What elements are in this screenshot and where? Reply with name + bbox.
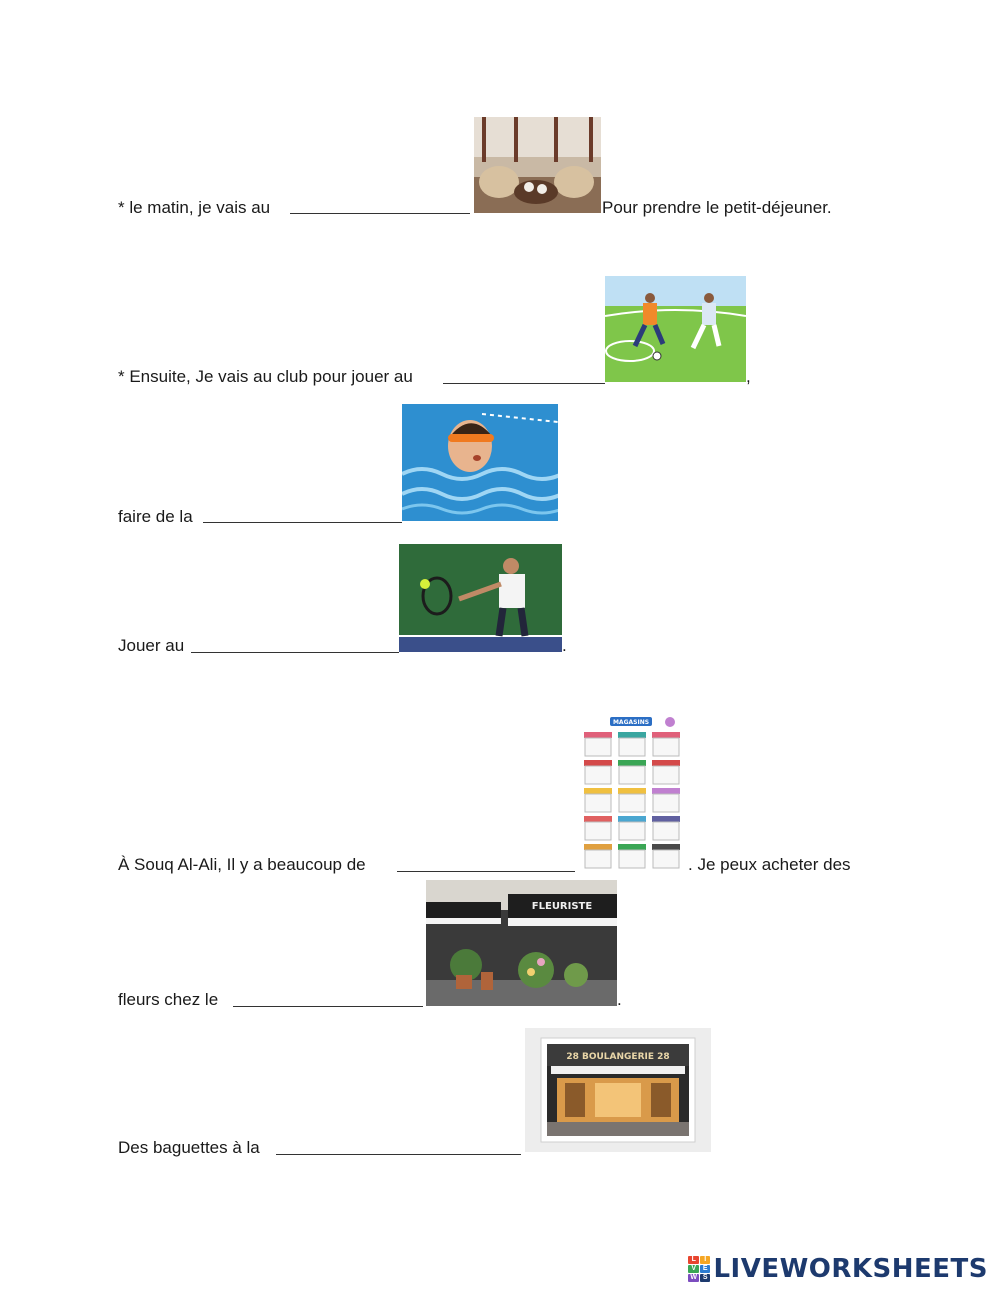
- answer-blank-4[interactable]: [191, 652, 399, 653]
- florist-image: [426, 880, 617, 1006]
- shop-stall-front: [585, 794, 611, 812]
- bakery-image: [525, 1028, 711, 1152]
- sentence-6-end: .: [617, 990, 622, 1009]
- shop-stall-front: [653, 766, 679, 784]
- answer-blank-2[interactable]: [443, 383, 605, 384]
- shop-stall-awning: [652, 732, 680, 738]
- shop-stall-awning: [652, 844, 680, 850]
- sentence-4-start: Jouer au: [118, 636, 185, 655]
- logo-text: LIVEWORKSHEETS: [713, 1254, 988, 1284]
- shop-stall-awning: [652, 788, 680, 794]
- shop-stall-awning: [584, 732, 612, 738]
- sentence-5-end: . Je peux acheter des: [688, 855, 851, 874]
- shop-stall-front: [619, 766, 645, 784]
- shop-stall-front: [653, 850, 679, 868]
- restaurant-image: [474, 117, 601, 213]
- sentence-1-end: Pour prendre le petit-déjeuner.: [602, 198, 832, 217]
- answer-blank-3[interactable]: [203, 522, 402, 523]
- shop-stall-awning: [652, 816, 680, 822]
- shops-title: MAGASINS: [612, 719, 650, 726]
- bakery-sign: 28 BOULANGERIE 28: [566, 1052, 670, 1062]
- shop-stall-awning: [584, 844, 612, 850]
- logo-mark-icon: L I V E W S: [688, 1256, 710, 1282]
- shop-stall-front: [585, 822, 611, 840]
- shop-stall-front: [619, 738, 645, 756]
- shop-stall-awning: [618, 760, 646, 766]
- shop-stall-awning: [618, 732, 646, 738]
- shop-stall-front: [653, 794, 679, 812]
- florist-sign: FLEURISTE: [531, 901, 593, 912]
- swimming-image: [402, 404, 558, 521]
- answer-blank-1[interactable]: [290, 213, 470, 214]
- shop-stall-front: [653, 822, 679, 840]
- shop-stall-front: [653, 738, 679, 756]
- sentence-1-start: * le matin, je vais au: [118, 198, 271, 217]
- shop-stall-front: [585, 766, 611, 784]
- sentence-4-end: .: [562, 636, 567, 655]
- shop-stall-awning: [652, 760, 680, 766]
- shop-stall-awning: [618, 844, 646, 850]
- sentence-5-start: À Souq Al-Ali, Il y a beaucoup de: [118, 855, 366, 874]
- sentence-6-start: fleurs chez le: [118, 990, 219, 1009]
- shop-stall-front: [585, 850, 611, 868]
- shop-stall-awning: [584, 760, 612, 766]
- answer-blank-5[interactable]: [397, 871, 575, 872]
- football-image: [605, 276, 746, 382]
- shop-stall-front: [585, 738, 611, 756]
- sentence-2-end: ,: [746, 367, 751, 386]
- shop-stall-awning: [618, 816, 646, 822]
- shop-stall-awning: [584, 816, 612, 822]
- shop-stall-front: [619, 794, 645, 812]
- answer-blank-7[interactable]: [276, 1154, 521, 1155]
- tennis-image: [399, 544, 562, 652]
- sentence-2-start: * Ensuite, Je vais au club pour jouer au: [118, 367, 413, 386]
- shop-stall-awning: [618, 788, 646, 794]
- shop-stall-awning: [584, 788, 612, 794]
- shop-stall-front: [619, 822, 645, 840]
- sentence-3-start: faire de la: [118, 507, 193, 526]
- shop-stall-front: [619, 850, 645, 868]
- sentence-7-start: Des baguettes à la: [118, 1138, 260, 1157]
- answer-blank-6[interactable]: [233, 1006, 423, 1007]
- shops-image: [580, 714, 688, 872]
- liveworksheets-logo[interactable]: [688, 1254, 988, 1284]
